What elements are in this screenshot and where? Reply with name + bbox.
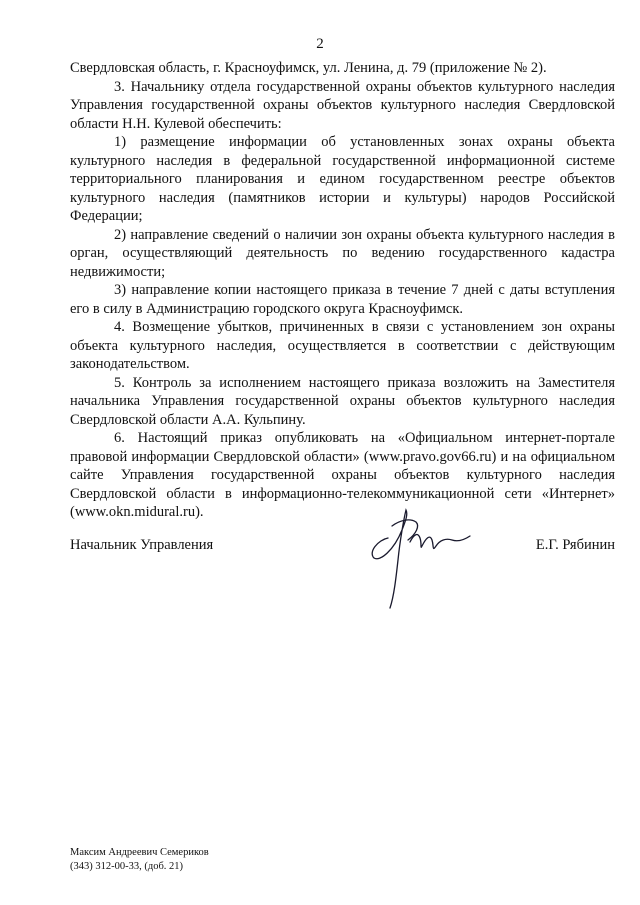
signature-row bbox=[70, 537, 615, 557]
handwritten-signature bbox=[360, 500, 480, 615]
paragraph-subitem-2: 2) направление сведений о наличии зон охраны объекта культурного наследия в орган, осуществляющий деятельность по ведению государственного кадастра недвижимости; bbox=[70, 226, 615, 280]
page-number: 2 bbox=[316, 36, 324, 52]
document-body bbox=[70, 59, 615, 522]
executor-phone: (343) 312-00-33, (доб. 21) bbox=[70, 861, 184, 872]
executor-name: Максим Андреевич Семериков bbox=[70, 847, 209, 858]
paragraph-item-4: 4. Возмещение убытков, причиненных в связи с установлением зон охраны объекта культурного наследия, осуществляется в соответствии с действующим законодательством. bbox=[70, 319, 615, 372]
paragraph-item-6: 6. Настоящий приказ опубликовать на «Официальном интернет-портале правовой информации Свердловской области» (www.pravo.gov66.ru) и на официальном сайте Управления государственной охраны объектов культурного наследия Свердловской области в информационно-телекоммуникационной сети «Интернет» (www.okn.midural.ru). bbox=[70, 430, 615, 520]
paragraph-item-3: 3. Начальнику отдела государственной охраны объектов культурного наследия Управления государственной охраны объектов культурного наследия Свердловской области Н.Н. Кулевой обеспечить: bbox=[70, 78, 615, 132]
signatory-name: Е.Г. Рябинин bbox=[535, 537, 615, 553]
executor-footer bbox=[70, 846, 209, 874]
signatory-position: Начальник Управления bbox=[70, 537, 214, 553]
paragraph-subitem-3: 3) направление копии настоящего приказа в течение 7 дней с даты вступления его в силу в Администрацию городского округа Красноуфимск. bbox=[70, 282, 615, 317]
paragraph-subitem-1: 1) размещение информации об установленных зонах охраны объекта культурного наследия в федеральной государственной информационной системе территориального планирования и едином государственном реестре объектов культурного наследия (памятников истории и культуры) народов Российской Федерации; bbox=[70, 134, 615, 224]
paragraph-address-continuation: Свердловская область, г. Красноуфимск, ул. Ленина, д. 79 (приложение № 2). bbox=[70, 60, 547, 76]
paragraph-item-5: 5. Контроль за исполнением настоящего приказа возложить на Заместителя начальника Управления государственной охраны объектов культурного наследия Свердловской области А.А. Кульпину. bbox=[70, 374, 615, 428]
